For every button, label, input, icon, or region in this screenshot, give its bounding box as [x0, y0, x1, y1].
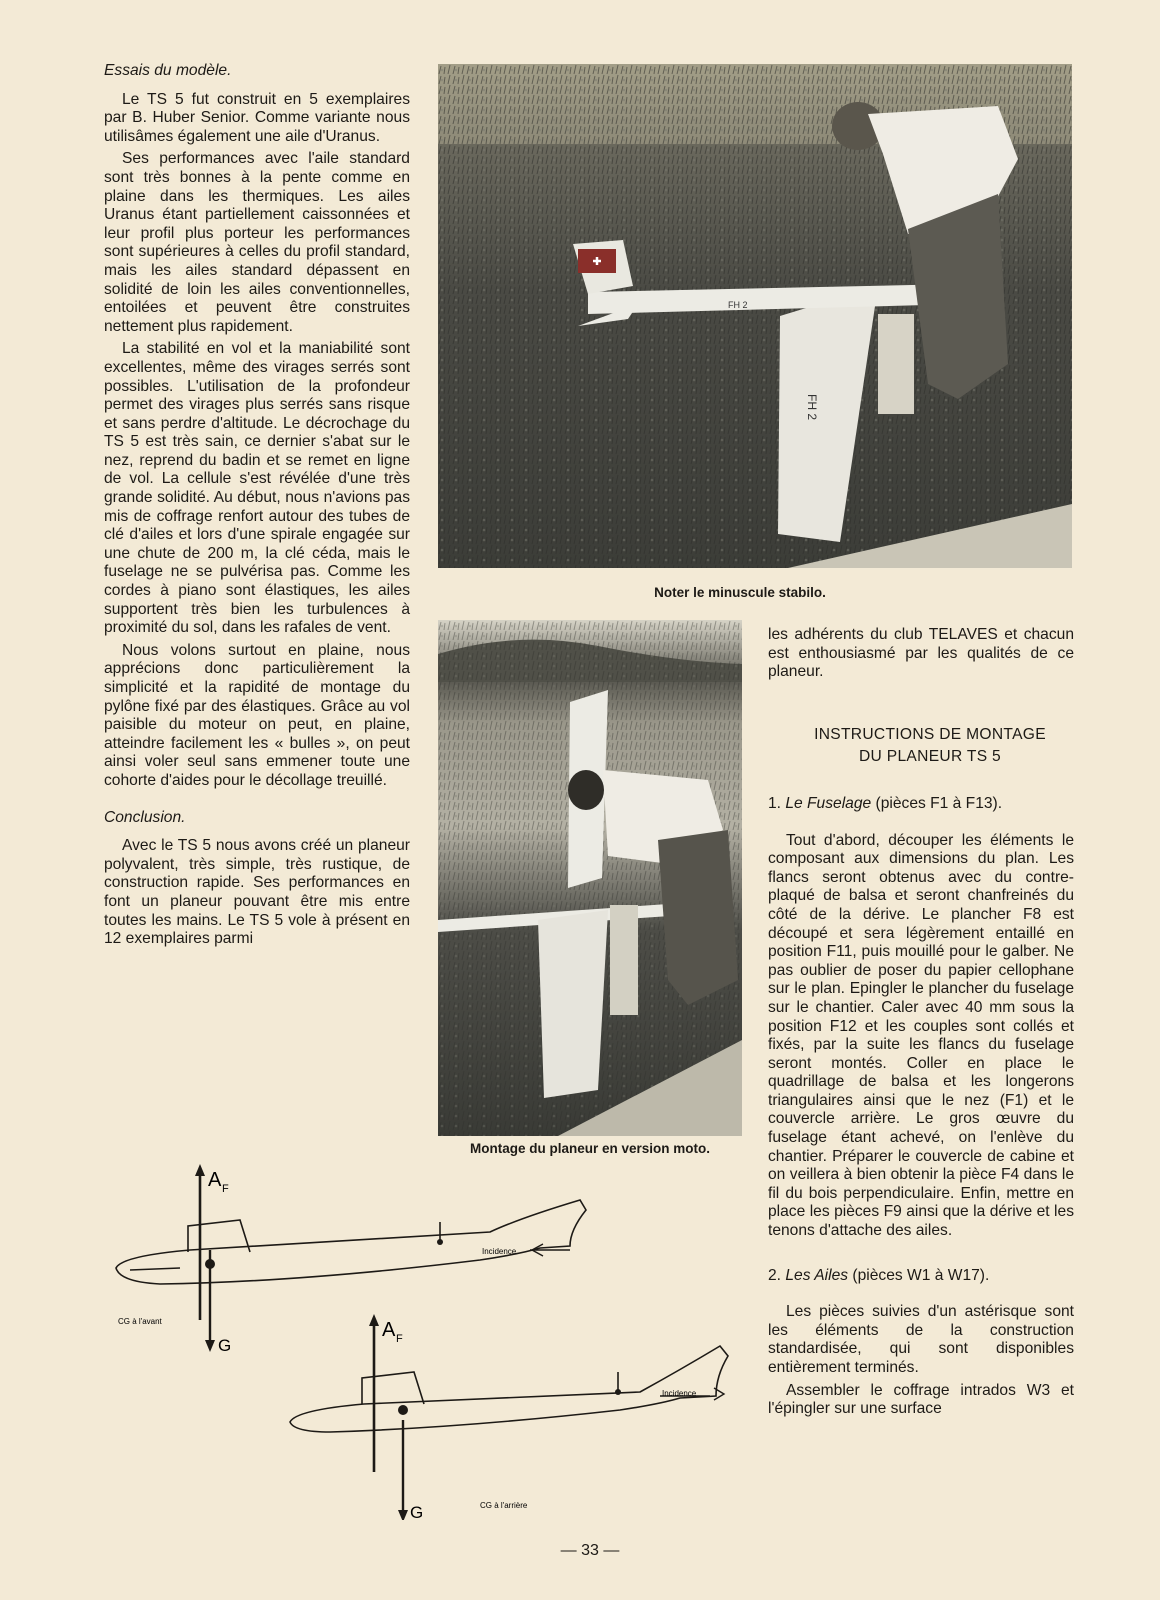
- cg-label-bottom: CG à l'arrière: [480, 1501, 528, 1510]
- step1-title: Le Fuselage: [785, 794, 872, 812]
- photo-glider-assembly: [438, 620, 742, 1136]
- step1-text: Tout d'abord, découper les éléments le composant aux dimensions du plan. Les flancs seront obtenus avec du contre-plaqué de balsa et seront chanfreinés du côté de la dérive. Le plancher F8 est découpé et sera légèrement entaillé en position F11, puis mouillé pour le galber. Ne pas oublier de poser du papier cellophane sur le plan. Epingler le plancher du fuselage sur le chantier. Caler avec 40 mm sous la position F12 et les couples sont collés et fixés, par la suite les flancs du fuselage seront montés. Coller en place le quadrillage de balsa et les longerons triangulaires ainsi que le nez (F1) et le couvercle arrière. Le gros œuvre du fuselage étant achevé, on l'enlève du chantier. Préparer le couvercle de cabine et on veillera à bien obtenir la pièce F4 dans le fil du bois perpendiculaire. Enfin, mettre en place les pièces F9 ainsi que la dérive et les tenons d'attache des ailes.: [768, 831, 1074, 1240]
- lift-sub-top: F: [222, 1183, 229, 1195]
- step2-heading: [768, 1267, 1074, 1286]
- step2-text1: Les pièces suivies d'un astérisque sont les éléments de la construction standardisée, qui sont disponibles entièrement terminés.: [768, 1303, 1074, 1376]
- incidence-label-bottom: Incidence: [662, 1389, 697, 1398]
- paragraph: Le TS 5 fut construit en 5 exemplaires par B. Huber Senior. Comme variante nous utilisâmes également une aile d'Uranus.: [104, 90, 410, 145]
- diagram-top-glider: [116, 1200, 586, 1284]
- cg-diagram: [100, 1160, 760, 1520]
- lift-sub-bottom: F: [396, 1333, 403, 1345]
- paragraph-intro: les adhérents du club TELAVES et chacun est enthousiasmé par les qualités de ce planeur.: [768, 626, 1074, 681]
- step2-text2: Assembler le coffrage intrados W3 et l'épingler sur une surface: [768, 1381, 1074, 1418]
- right-column: [768, 626, 1074, 1423]
- section-title-conclusion: Conclusion.: [104, 808, 186, 826]
- step2-title: Les Ailes: [785, 1266, 849, 1284]
- paragraph: Nous volons surtout en plaine, nous apprécions donc particulièrement la simplicité et la rapidité de montage du pylône fixé par des élastiques. Grâce au vol paisible du moteur on peut, en plaine, atteindre facilement les « bulles », on peut ainsi voler seul sans emmener toute une cohorte d'aides pour le décollage treuillé.: [104, 641, 410, 789]
- caption-top-photo: Noter le minuscule stabilo.: [654, 585, 826, 600]
- incidence-label-top: Incidence: [482, 1247, 517, 1256]
- paragraph: Ses performances avec l'aile standard sont très bonnes à la pente comme en plaine dans les thermiques. Les ailes Uranus étant partiellement caissonnées et leur profil plus porteur les performances sont supérieures à celles du profil standard, mais les ailes standard dépassent en solidité de loin les ailes conventionnelles, entoilées et peuvent être construites nettement plus rapidement.: [104, 150, 410, 335]
- page-number: — 33 —: [560, 1542, 620, 1559]
- paragraph-conclusion: Avec le TS 5 nous avons créé un planeur polyvalent, très simple, très rustique, de construction rapide. Ses performances en font un planeur pouvant être mis entre toutes les mains. Le TS 5 vole à présent en 12 exemplaires parmi: [104, 837, 410, 948]
- fuselage-marking: FH 2: [805, 394, 819, 421]
- lift-label-bottom: A: [382, 1319, 396, 1341]
- instructions-heading-line2: DU PLANEUR TS 5: [859, 748, 1001, 766]
- instructions-heading-line1: INSTRUCTIONS DE MONTAGE: [814, 725, 1046, 743]
- step1-heading: [768, 795, 1074, 814]
- caption-bottom-photo: Montage du planeur en version moto.: [469, 1141, 711, 1156]
- weight-label-bottom: G: [410, 1503, 424, 1520]
- step2-num: 2.: [768, 1266, 782, 1284]
- wing-marking: FH 2: [728, 300, 748, 310]
- photo-glider-field: [438, 64, 1072, 568]
- weight-label-top: G: [218, 1336, 232, 1355]
- paragraph: La stabilité en vol et la maniabilité sont excellentes, même des virages serrés sont possibles. L'utilisation de la profondeur permet des virages plus serrés sans risque et sans perdre d'altitude. Le décrochage du TS 5 est très sain, ce dernier s'abat sur le nez, reprend du badin et se remet en ligne de vol. La cellule s'est révélée d'une très grande solidité. Au début, nous n'avions pas mis de coffrage renfort autour des tubes de clé d'ailes et lors d'une spirale engagée sur une chute de 200 m, la clé céda, mais le fuselage ne se pulvérisa pas. Comme les cordes à piano sont élastiques, les ailes supportent très bien les turbulences à proximité du sol, dans les rafales de vent.: [104, 340, 410, 637]
- step2-parts: (pièces W1 à W17).: [852, 1266, 990, 1284]
- section-title-essais: Essais du modèle.: [104, 62, 232, 79]
- cg-label-top: CG à l'avant: [118, 1317, 162, 1326]
- step1-parts: (pièces F1 à F13).: [875, 794, 1003, 812]
- left-column: [104, 62, 410, 953]
- lift-label-top: A: [208, 1169, 222, 1191]
- step1-num: 1.: [768, 794, 782, 812]
